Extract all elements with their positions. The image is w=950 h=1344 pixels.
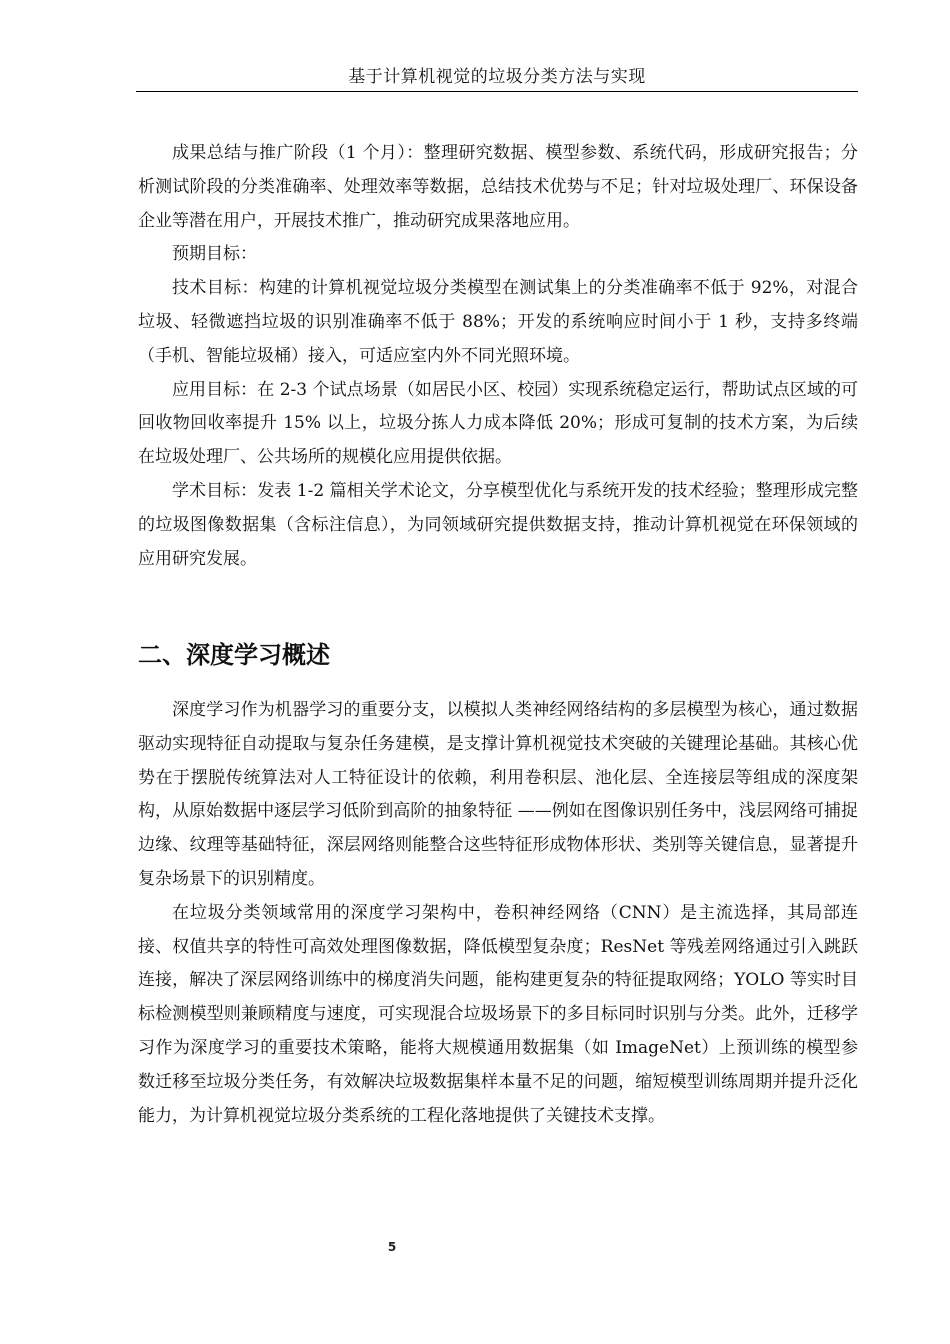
page-number: 5: [387, 1240, 397, 1254]
header-rule: [136, 91, 858, 92]
paragraph-application-goal: 应用目标：在 2-3 个试点场景（如居民小区、校园）实现系统稳定运行，帮助试点区域的可回收物回收率提升 15% 以上，垃圾分拣人力成本降低 20%；形成可复制的技术方案，为后续在垃圾处理厂、公共场所的规模化应用提供依据。: [138, 379, 858, 468]
paragraph-deep-learning-intro: 深度学习作为机器学习的重要分支，以模拟人类神经网络结构的多层模型为核心，通过数据驱动实现特征自动提取与复杂任务建模，是支撑计算机视觉技术突破的关键理论基础。其核心优势在于摆脱传统算法对人工特征设计的依赖，利用卷积层、池化层、全连接层等组成的深度架构，从原始数据中逐层学习低阶到高阶的抽象特征 ——例如在图像识别任务中，浅层网络可捕捉边缘、纹理等基础特征，深层网络则能整合这些特征形成物体形状、类别等关键信息，显著提升复杂场景下的识别精度。: [138, 700, 858, 889]
body-text-bottom: [138, 694, 858, 1133]
paragraph-deep-learning-architectures: 在垃圾分类领域常用的深度学习架构中，卷积神经网络（CNN）是主流选择，其局部连接、权值共享的特性可高效处理图像数据，降低模型复杂度；ResNet 等残差网络通过引入跳跃连接，解决了深层网络训练中的梯度消失问题，能构建更复杂的特征提取网络；YOLO 等实时目标检测模型则兼顾精度与速度，可实现混合垃圾场景下的多目标同时识别与分类。此外，迁移学习作为深度学习的重要技术策略，能将大规模通用数据集（如 ImageNet）上预训练的模型参数迁移至垃圾分类任务，有效解决垃圾数据集样本量不足的问题，缩短模型训练周期并提升泛化能力，为计算机视觉垃圾分类系统的工程化落地提供了关键技术支撑。: [138, 902, 858, 1126]
paragraph-academic-goal: 学术目标：发表 1-2 篇相关学术论文，分享模型优化与系统开发的技术经验；整理形成完整的垃圾图像数据集（含标注信息），为同领域研究提供数据支持，推动计算机视觉在环保领域的应用研究发展。: [138, 480, 858, 569]
body-text-top: [138, 137, 858, 576]
paragraph-technical-goal: 技术目标：构建的计算机视觉垃圾分类模型在测试集上的分类准确率不低于 92%，对混合垃圾、轻微遮挡垃圾的识别准确率不低于 88%；开发的系统响应时间小于 1 秒，支持多终端（手机、智能垃圾桶）接入，可适应室内外不同光照环境。: [138, 278, 858, 366]
paragraph-expected-goals-label: 预期目标：: [172, 244, 257, 265]
section-heading: 二、深度学习概述: [138, 641, 330, 669]
paragraph-summary-stage: 成果总结与推广阶段（1 个月）：整理研究数据、模型参数、系统代码，形成研究报告；分析测试阶段的分类准确率、处理效率等数据，总结技术优势与不足；针对垃圾处理厂、环保设备企业等潜在用户，开展技术推广，推动研究成果落地应用。: [138, 143, 858, 231]
running-header-title: 基于计算机视觉的垃圾分类方法与实现: [348, 67, 646, 87]
